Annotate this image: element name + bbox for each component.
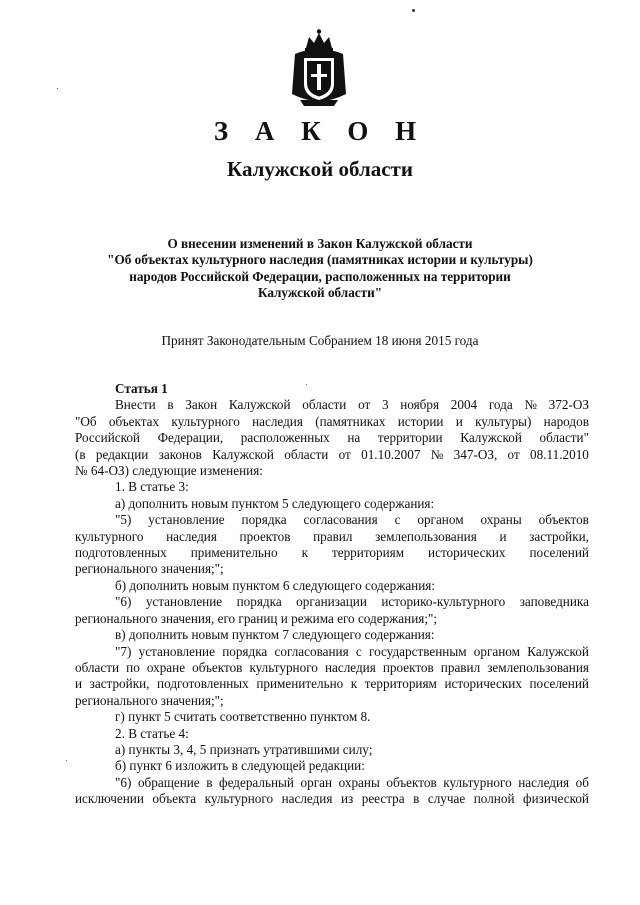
word: 347-ОЗ, <box>453 446 498 462</box>
coat-of-arms-icon <box>288 28 350 108</box>
word: территориям <box>331 545 405 561</box>
word: проектов <box>382 659 434 675</box>
word: наследия <box>324 659 376 675</box>
word: (в <box>75 446 86 462</box>
word: наследия <box>518 774 570 790</box>
word: № <box>524 397 537 413</box>
word: полной <box>473 791 515 807</box>
word: порядка <box>222 643 268 659</box>
adoption-note: Принят Законодательным Собранием 18 июня 2015 года <box>161 333 479 348</box>
word: в <box>206 774 213 790</box>
article-line <box>75 414 589 430</box>
subject-line: О внесении изменений в Закон Калужской области <box>167 236 473 251</box>
law-subject <box>0 236 640 302</box>
word: Калужской <box>527 643 589 659</box>
scan-speck <box>412 9 415 12</box>
word: наследия <box>281 791 333 807</box>
article-line: б) дополнить новым пунктом 6 следующего содержания: <box>115 577 436 593</box>
word: области <box>75 659 120 675</box>
subject-line: "Об объектах культурного наследия (памятниках истории и культуры) <box>107 252 533 268</box>
word: культуры) <box>475 413 532 429</box>
word: проектов <box>239 528 291 544</box>
word: применительно <box>190 545 278 561</box>
word: объектов <box>192 659 243 675</box>
word: наследия <box>166 528 217 544</box>
word: поселений <box>529 676 589 692</box>
word: Закон <box>185 397 218 413</box>
word: и <box>499 528 507 544</box>
word: с <box>355 643 362 659</box>
word: охраны <box>480 512 522 528</box>
law-title: З А К О Н <box>213 116 427 146</box>
word: и <box>455 413 463 429</box>
word: на <box>347 430 361 446</box>
word: организации <box>296 594 367 610</box>
word: исторических <box>428 545 506 561</box>
article-line: регионального значения;"; <box>75 692 224 708</box>
article-line <box>75 512 589 528</box>
word: исключении <box>75 791 144 807</box>
word: 01.10.2007 <box>361 446 421 462</box>
word: в <box>413 791 420 807</box>
word: 08.11.2010 <box>530 446 589 462</box>
word: из <box>340 791 354 807</box>
word: охраны <box>338 774 380 790</box>
word: (памятниках <box>315 413 386 429</box>
word: подготовленных <box>75 545 167 561</box>
word: заповедника <box>519 594 589 610</box>
word: культурного <box>443 774 512 790</box>
word: "Об <box>75 413 97 429</box>
word: 372-ОЗ <box>548 397 589 413</box>
word: культурного <box>204 791 274 807</box>
word: расположенных <box>240 430 330 446</box>
word: установление <box>145 594 223 610</box>
region-title: Калужской области <box>227 157 413 181</box>
word: историко-культурного <box>381 594 506 610</box>
article-line: б) пункт 6 изложить в следующей редакции: <box>115 758 365 774</box>
word: Калужской <box>460 430 522 446</box>
word: от <box>338 446 351 462</box>
word: исторических <box>444 676 522 692</box>
article-line <box>75 430 589 446</box>
word: № <box>430 446 444 462</box>
word: 3 <box>381 397 389 413</box>
word: "5) <box>115 512 132 528</box>
word: области" <box>539 430 589 446</box>
word: редакции <box>95 446 149 462</box>
article-line: 1. В статье 3: <box>115 479 189 495</box>
article-line: г) пункт 5 считать соответственно пунктом 8. <box>115 709 371 725</box>
article-body <box>75 381 589 808</box>
word: согласования <box>274 643 349 659</box>
article-line: 2. В статье 4: <box>115 725 189 741</box>
word: установление <box>148 512 225 528</box>
word: органом <box>417 512 464 528</box>
word: согласования <box>303 512 378 528</box>
subject-line: народов Российской Федерации, расположенных на территории <box>129 268 511 284</box>
word: Федерации, <box>157 430 224 446</box>
word: с <box>394 512 401 528</box>
word: орган <box>300 774 333 790</box>
article-line: а) пункты 3, 4, 5 признать утратившими силу; <box>115 741 373 757</box>
word: ноября <box>400 397 440 413</box>
word: к <box>350 676 358 692</box>
article-line <box>75 397 589 413</box>
article-line <box>75 545 589 561</box>
word: объектов <box>386 774 437 790</box>
word: истории <box>397 413 444 429</box>
word: объекта <box>152 791 197 807</box>
word: Калужской <box>228 397 291 413</box>
word: об <box>575 774 589 790</box>
word: области <box>302 397 347 413</box>
article-line <box>75 594 589 610</box>
word: к <box>301 545 308 561</box>
word: застройки, <box>529 528 589 544</box>
word: застройки, <box>89 676 150 692</box>
word: культурного <box>249 659 318 675</box>
word: обращение <box>137 774 200 790</box>
article-line <box>75 660 589 676</box>
word: от <box>507 446 520 462</box>
word: случае <box>427 791 466 807</box>
word: Внести <box>115 397 156 413</box>
word: культурного <box>75 528 144 544</box>
article-heading: Статья 1 <box>115 381 168 396</box>
word: "6) <box>115 594 132 610</box>
article-line <box>75 447 589 463</box>
article-line: в) дополнить новым пунктом 7 следующего содержания: <box>115 627 435 643</box>
word: "7) <box>115 643 132 659</box>
article-line <box>75 644 589 660</box>
word: применительно <box>256 676 344 692</box>
word: землепользования <box>487 659 589 675</box>
word: наследия <box>252 413 303 429</box>
article-line: регионального значения, его границ и режима его содержания;"; <box>75 610 438 626</box>
word: правил <box>313 528 353 544</box>
word: физической <box>523 791 589 807</box>
scan-speck <box>57 88 58 89</box>
article-line: а) дополнить новым пунктом 5 следующего содержания: <box>115 495 435 511</box>
article-line: № 64-ОЗ) следующие изменения: <box>75 463 263 479</box>
word: культурного <box>171 413 240 429</box>
word: реестра <box>361 791 405 807</box>
word: порядка <box>241 512 287 528</box>
article-line <box>75 529 589 545</box>
article-line <box>75 791 589 807</box>
word: землепользования <box>375 528 477 544</box>
word: "6) <box>115 774 132 790</box>
word: народов <box>543 413 589 429</box>
word: области <box>284 446 329 462</box>
word: Российской <box>75 430 140 446</box>
word: федеральный <box>219 774 294 790</box>
word: объектах <box>108 413 160 429</box>
word: государственным <box>369 643 467 659</box>
word: охране <box>146 659 186 675</box>
word: территориям <box>364 676 437 692</box>
word: от <box>358 397 371 413</box>
word: органом <box>473 643 520 659</box>
word: года <box>488 397 513 413</box>
article-line: регионального значения;"; <box>75 561 224 577</box>
word: подготовленных <box>157 676 249 692</box>
word: и <box>75 676 83 692</box>
article-line <box>75 775 589 791</box>
word: объектов <box>538 512 589 528</box>
word: правил <box>440 659 481 675</box>
word: 2004 <box>450 397 478 413</box>
word: законов <box>158 446 202 462</box>
word: территории <box>377 430 443 446</box>
word: Калужской <box>212 446 274 462</box>
word: поселений <box>529 545 589 561</box>
subject-line: Калужской области" <box>257 285 383 301</box>
scan-speck <box>66 760 67 761</box>
word: по <box>126 659 140 675</box>
word: в <box>167 397 174 413</box>
article-line <box>75 676 589 692</box>
word: порядка <box>236 594 282 610</box>
word: установление <box>138 643 215 659</box>
